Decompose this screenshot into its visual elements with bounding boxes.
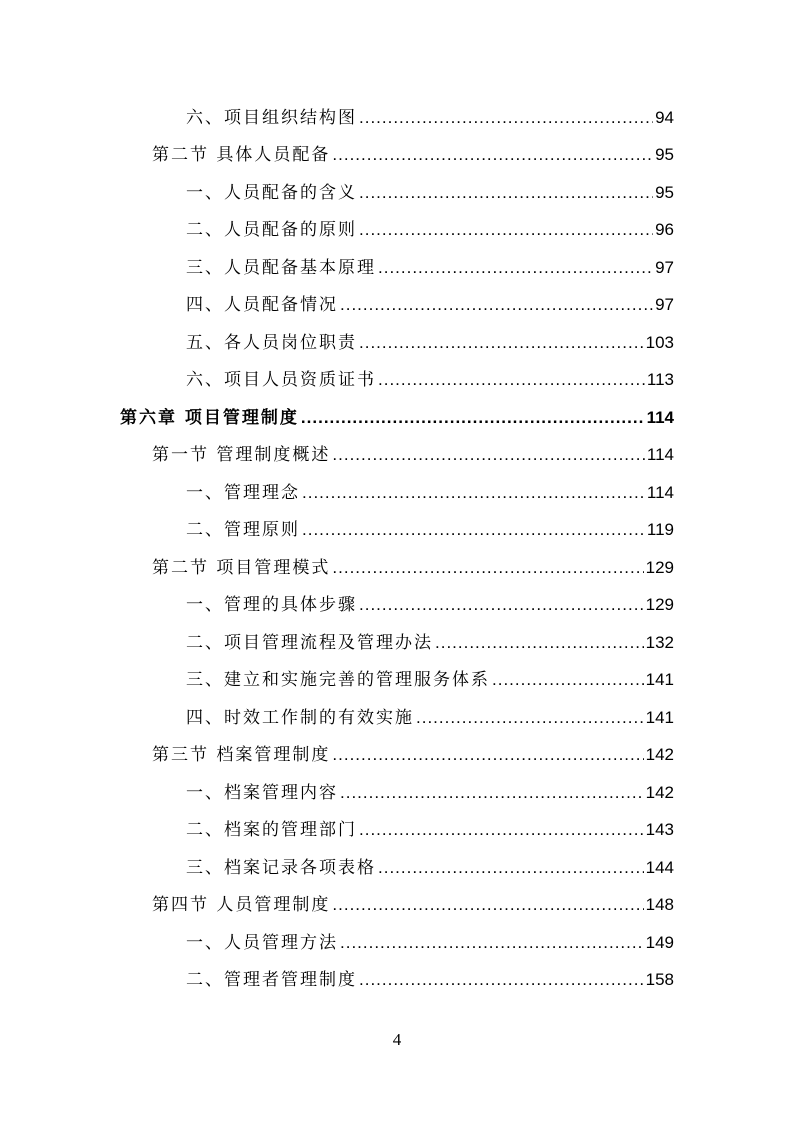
toc-entry-page: 144 bbox=[645, 858, 674, 877]
dot-leader bbox=[359, 965, 644, 995]
dot-leader bbox=[302, 478, 645, 508]
toc-entry-title: 一、档案管理内容 bbox=[186, 783, 338, 803]
toc-entry-title: 二、管理原则 bbox=[186, 520, 300, 540]
toc-entry-title: 三、建立和实施完善的管理服务体系 bbox=[186, 670, 490, 690]
toc-entry-page: 95 bbox=[655, 145, 674, 164]
toc-entry[interactable] bbox=[186, 290, 674, 320]
toc-entry-title: 三、人员配备基本原理 bbox=[186, 258, 376, 278]
toc-entry-page: 142 bbox=[645, 783, 674, 802]
toc-entry-page: 129 bbox=[645, 558, 674, 577]
toc-entry-title: 一、管理理念 bbox=[186, 483, 300, 503]
toc-entry[interactable] bbox=[186, 965, 674, 995]
toc-entry[interactable] bbox=[152, 890, 674, 920]
toc-entry-title: 第二节 具体人员配备 bbox=[152, 145, 331, 165]
dot-leader bbox=[378, 253, 653, 283]
toc-entry-title: 二、项目管理流程及管理办法 bbox=[186, 633, 433, 653]
toc-entry[interactable] bbox=[186, 253, 674, 283]
toc-entry-title: 一、人员配备的含义 bbox=[186, 183, 357, 203]
dot-leader bbox=[302, 515, 645, 545]
toc-entry[interactable] bbox=[186, 703, 674, 733]
toc-entry-title: 四、人员配备情况 bbox=[186, 295, 338, 315]
toc-entry[interactable] bbox=[186, 365, 674, 395]
dot-leader bbox=[340, 928, 644, 958]
toc-entry-page: 142 bbox=[645, 745, 674, 764]
dot-leader bbox=[332, 553, 643, 583]
toc-entry-page: 114 bbox=[646, 445, 674, 464]
toc-entry[interactable] bbox=[186, 815, 674, 845]
toc-entry[interactable] bbox=[186, 665, 674, 695]
toc-entry[interactable] bbox=[152, 740, 674, 770]
dot-leader bbox=[332, 890, 643, 920]
dot-leader bbox=[332, 740, 643, 770]
toc-entry[interactable] bbox=[186, 928, 674, 958]
dot-leader bbox=[359, 178, 653, 208]
dot-leader bbox=[340, 778, 644, 808]
toc-entry-title: 一、人员管理方法 bbox=[186, 933, 338, 953]
toc-entry-page: 103 bbox=[645, 333, 674, 352]
dot-leader bbox=[359, 328, 644, 358]
toc-entry[interactable] bbox=[186, 328, 674, 358]
toc-entry-title: 第一节 管理制度概述 bbox=[152, 445, 331, 465]
toc-entry-page: 149 bbox=[645, 933, 674, 952]
toc-entry-chapter[interactable] bbox=[120, 403, 674, 433]
dot-leader bbox=[359, 215, 653, 245]
toc-entry-title: 五、各人员岗位职责 bbox=[186, 333, 357, 353]
toc-entry[interactable] bbox=[186, 590, 674, 620]
toc-entry-title: 一、管理的具体步骤 bbox=[186, 595, 357, 615]
toc-entry-page: 129 bbox=[645, 595, 674, 614]
dot-leader bbox=[359, 590, 644, 620]
dot-leader bbox=[416, 703, 644, 733]
dot-leader bbox=[332, 140, 653, 170]
toc-entry-page: 97 bbox=[655, 295, 674, 314]
dot-leader bbox=[492, 665, 644, 695]
toc-entry[interactable] bbox=[186, 628, 674, 658]
dot-leader bbox=[378, 853, 644, 883]
dot-leader bbox=[332, 440, 644, 470]
dot-leader bbox=[435, 628, 644, 658]
toc-entry-page: 148 bbox=[645, 895, 674, 914]
toc-entry-title: 第二节 项目管理模式 bbox=[152, 558, 331, 578]
toc-entry-page: 141 bbox=[645, 670, 674, 689]
toc-entry-title: 六、项目组织结构图 bbox=[186, 108, 357, 128]
toc-entry-page: 95 bbox=[655, 183, 674, 202]
toc-entry[interactable] bbox=[186, 103, 674, 133]
page-number: 4 bbox=[392, 1030, 402, 1049]
toc-entry-page: 114 bbox=[646, 408, 674, 427]
toc-entry-title: 二、人员配备的原则 bbox=[186, 220, 357, 240]
toc-entry-page: 132 bbox=[645, 633, 674, 652]
toc-entry[interactable] bbox=[152, 553, 674, 583]
toc-entry-page: 97 bbox=[655, 258, 674, 277]
dot-leader bbox=[378, 365, 645, 395]
dot-leader bbox=[359, 103, 653, 133]
toc-entry-page: 158 bbox=[645, 970, 674, 989]
toc-entry-title: 四、时效工作制的有效实施 bbox=[186, 708, 414, 728]
toc-entry-title: 二、档案的管理部门 bbox=[186, 820, 357, 840]
toc-entry-page: 119 bbox=[646, 520, 674, 539]
toc-entry[interactable] bbox=[186, 478, 674, 508]
toc-entry-title: 二、管理者管理制度 bbox=[186, 970, 357, 990]
toc-entry-title: 三、档案记录各项表格 bbox=[186, 858, 376, 878]
toc-entry-title: 六、项目人员资质证书 bbox=[186, 370, 376, 390]
toc-entry[interactable] bbox=[186, 853, 674, 883]
toc-entry[interactable] bbox=[152, 440, 674, 470]
toc-entry[interactable] bbox=[186, 778, 674, 808]
toc-entry-page: 96 bbox=[655, 220, 674, 239]
toc-entry[interactable] bbox=[186, 515, 674, 545]
toc-entry-page: 114 bbox=[646, 483, 674, 502]
toc-entry-title: 第四节 人员管理制度 bbox=[152, 895, 331, 915]
toc-entry-title: 第三节 档案管理制度 bbox=[152, 745, 331, 765]
toc-entry-page: 94 bbox=[655, 108, 674, 127]
dot-leader bbox=[359, 815, 644, 845]
toc-entry-page: 143 bbox=[645, 820, 674, 839]
dot-leader bbox=[340, 290, 653, 320]
toc-entry[interactable] bbox=[186, 178, 674, 208]
toc-entry-page: 113 bbox=[646, 370, 674, 389]
toc-entry[interactable] bbox=[152, 140, 674, 170]
dot-leader bbox=[301, 403, 645, 433]
toc-entry-page: 141 bbox=[645, 708, 674, 727]
toc-entry-title: 第六章 项目管理制度 bbox=[120, 408, 299, 428]
toc-entry[interactable] bbox=[186, 215, 674, 245]
